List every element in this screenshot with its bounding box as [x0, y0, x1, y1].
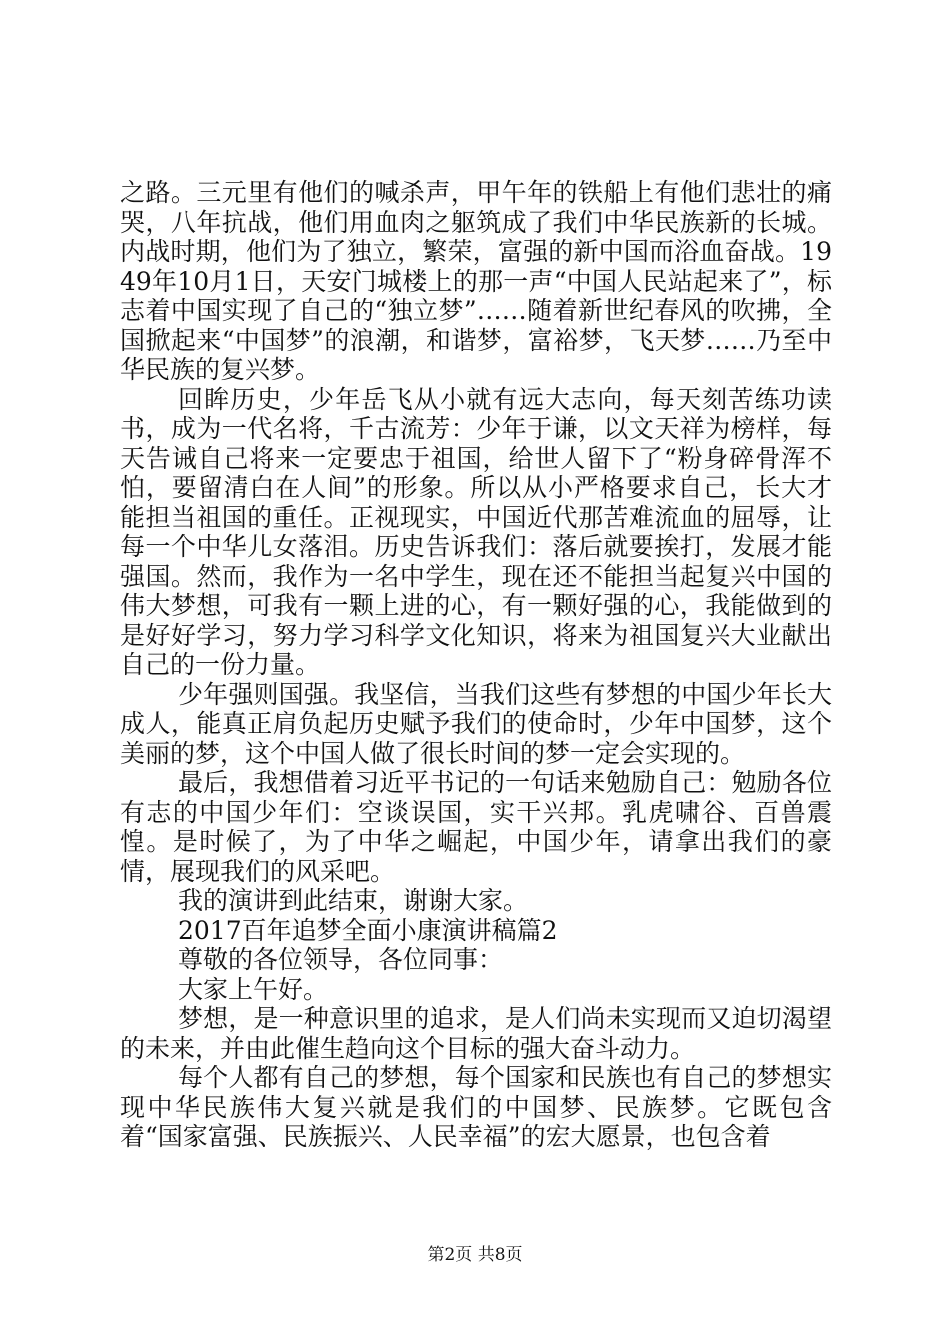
- page-number-footer: 第2页 共8页: [427, 1245, 523, 1265]
- document-body: [120, 178, 832, 1152]
- paragraph: 每个人都有自己的梦想，每个国家和民族也有自己的梦想实现中华民族伟大复兴就是我们的中国梦、民族梦。它既包含着“国家富强、民族振兴、人民幸福”的宏大愿景，也包含着: [120, 1063, 832, 1151]
- paragraph: 回眸历史，少年岳飞从小就有远大志向，每天刻苦练功读书，成为一代名将，千古流芳：少年于谦，以文天祥为榜样，每天告诫自己将来一定要忠于祖国，给世人留下了“粉身碎骨浑不怕，要留清白在人间”的形象。所以从小严格要求自己，长大才能担当祖国的重任。正视现实，中国近代那苦难流血的屈辱，让每一个中华儿女落泪。历史告诉我们：落后就要挨打，发展才能强国。然而，我作为一名中学生，现在还不能担当起复兴中国的伟大梦想，可我有一颗上进的心，有一颗好强的心，我能做到的是好好学习，努力学习科学文化知识，将来为祖国复兴大业献出自己的一份力量。: [120, 384, 832, 679]
- paragraph: 最后，我想借着习近平书记的一句话来勉励自己：勉励各位有志的中国少年们：空谈误国，实干兴邦。乳虎啸谷、百兽震惶。是时候了，为了中华之崛起，中国少年，请拿出我们的豪情，展现我们的风采吧。: [120, 768, 832, 886]
- greeting: 大家上午好。: [178, 974, 329, 1004]
- salutation: 尊敬的各位领导，各位同事：: [178, 945, 504, 974]
- paragraph: 之路。三元里有他们的喊杀声，甲午年的铁船上有他们悲壮的痛哭，八年抗战，他们用血肉之躯筑成了我们中华民族新的长城。内战时期，他们为了独立，繁荣，富强的新中国而浴血奋战。1949年10月1日，天安门城楼上的那一声“中国人民站起来了”，标志着中国实现了自己的“独立梦”……随着新世纪春风的吹拂，全国掀起来“中国梦”的浪潮，和谐梦，富裕梦，飞天梦……乃至中华民族的复兴梦。: [120, 178, 832, 384]
- paragraph: 我的演讲到此结束，谢谢大家。: [178, 886, 529, 915]
- paragraph: 梦想，是一种意识里的追求，是人们尚未实现而又迫切渴望的未来，并由此催生趋向这个目标的强大奋斗动力。: [120, 1004, 832, 1063]
- section-heading: 2017百年追梦全面小康演讲稿篇2: [178, 915, 558, 945]
- paragraph: 少年强则国强。我坚信，当我们这些有梦想的中国少年长大成人，能真正肩负起历史赋予我们的使命时，少年中国梦，这个美丽的梦，这个中国人做了很长时间的梦一定会实现的。: [120, 679, 832, 768]
